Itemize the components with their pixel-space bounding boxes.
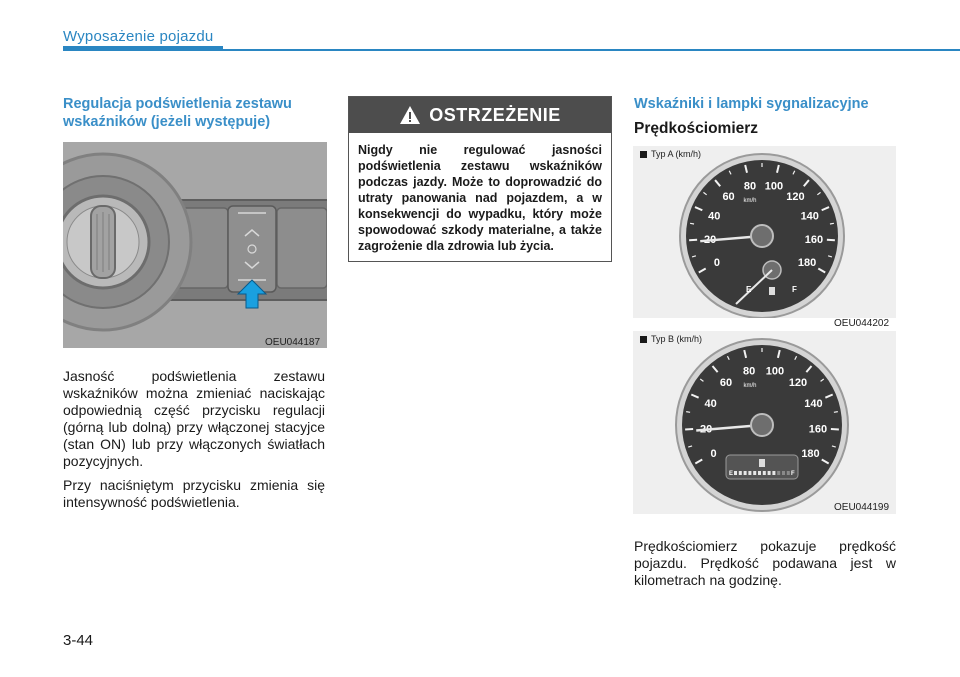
- warning-header: [349, 97, 611, 133]
- warning-text: Nigdy nie regulować jasności podświetlenia zestawu wskaźników podczas jazdy. Może to doprowadzić do utraty panowania nad pojazdem, a w konsekwencji do wypadku, który może spowodować szkody materialne, a także zagrożenie dla zdrowia lub życia.: [358, 143, 602, 253]
- needle-hub: [751, 414, 773, 436]
- fuel-bar-segment: [748, 471, 751, 475]
- illumination-control-photo: [63, 142, 327, 348]
- speed-tick-label: 180: [797, 257, 817, 269]
- warning-triangle-icon: [399, 105, 421, 125]
- warning-box: [348, 96, 612, 262]
- fuel-bar-segment: [734, 471, 737, 475]
- illumination-paragraph-1: Jasność podświetlenia zestawu wskaźników można zmieniać naciskając odpowiednią część przycisku regulacji (górną lub dolną) przy włączonej stacyjce (stan ON) lub przy włączonych światłach pozycyjnych.: [63, 368, 325, 469]
- fuel-pump-icon: [759, 459, 765, 467]
- page-number: 3-44: [63, 632, 94, 649]
- speed-tick-label: 80: [743, 180, 757, 193]
- fuel-empty-label: E: [729, 471, 734, 477]
- minor-tick: [830, 223, 834, 224]
- type-a-label-text: Typ A (km/h): [651, 149, 702, 159]
- warning-heading: OSTRZEŻENIE: [429, 104, 561, 125]
- speed-tick-label: 120: [786, 191, 805, 204]
- minor-tick: [690, 223, 694, 224]
- section-title-gauges: Wskaźniki i lampki sygnalizacyjne: [634, 96, 869, 112]
- speed-tick-label: 0: [710, 448, 717, 460]
- square-bullet-icon: [640, 151, 647, 158]
- section-title-line-1: Regulacja podświetlenia zestawu: [63, 96, 292, 112]
- dashboard-illustration: [63, 142, 327, 348]
- image-code-gauge-a: OEU044202: [834, 318, 890, 329]
- image-code-left: OEU044187: [265, 337, 321, 348]
- speed-tick-label: 160: [808, 423, 828, 436]
- illumination-paragraph-2: Przy naciśniętym przycisku zmienia się intensywność podświetlenia.: [63, 477, 325, 510]
- speedometer-type-a: [633, 146, 896, 318]
- speed-tick-label: 140: [804, 397, 823, 410]
- fuel-empty-label: E: [746, 285, 752, 294]
- fuel-bar-segment: [777, 471, 780, 475]
- speed-tick-label: 140: [800, 210, 819, 223]
- minor-tick: [834, 412, 838, 413]
- unit-label: km/h: [743, 198, 757, 204]
- speed-tick-label: 60: [719, 377, 733, 390]
- speed-tick-label: 120: [788, 377, 808, 390]
- fuel-bar-segment: [763, 471, 766, 475]
- type-a-label: [640, 149, 701, 159]
- gauge-panel-type-a: [633, 146, 896, 318]
- speedometer-paragraph: Prędkościomierz pokazuje prędkość pojazdu. Prędkość podawana jest w kilometrach na godzinę.: [634, 538, 896, 588]
- image-code-gauge-b: OEU044199: [834, 502, 890, 513]
- section-title-line-2: wskaźników (jeżeli występuje): [63, 114, 271, 130]
- fuel-bar-segment: [782, 471, 785, 475]
- fuel-bar-segment: [772, 471, 775, 475]
- illumination-body: [63, 368, 325, 518]
- fuel-bar-segment: [768, 471, 771, 475]
- fuel-pump-icon: [769, 287, 775, 295]
- square-bullet-icon: [640, 336, 647, 343]
- speed-tick-label: 100: [764, 180, 784, 193]
- header-rule-accent: [63, 46, 223, 51]
- speed-tick-label: 180: [801, 448, 820, 460]
- speed-tick-label: 60: [722, 191, 735, 204]
- fuel-bar-segment: [787, 471, 790, 475]
- speedometer-type-b: [633, 331, 896, 514]
- type-b-label-text: Typ B (km/h): [651, 334, 703, 344]
- speed-tick-label: 40: [708, 210, 721, 223]
- speedometer-body: [634, 538, 896, 596]
- unit-label: km/h: [743, 383, 757, 389]
- fuel-bar-segment: [758, 471, 761, 475]
- speed-tick-label: 40: [704, 397, 717, 410]
- fuel-bar-segment: [744, 471, 747, 475]
- gauge-panel-type-b: [633, 331, 896, 514]
- chapter-title: Wyposażenie pojazdu: [63, 28, 214, 45]
- speed-tick-label: 160: [804, 234, 824, 247]
- fuel-full-label: F: [792, 285, 797, 294]
- fuel-full-label: F: [791, 471, 795, 477]
- needle-hub: [751, 225, 773, 247]
- section-title-illumination: [63, 95, 333, 131]
- speedometer-title: Prędkościomierz: [634, 120, 759, 137]
- fuel-bar-segment: [753, 471, 756, 475]
- fuel-bar-segment: [739, 471, 742, 475]
- speed-tick-label: 80: [742, 365, 756, 378]
- type-b-label: [640, 334, 702, 344]
- minor-tick: [686, 412, 690, 413]
- speed-tick-label: 100: [765, 365, 785, 378]
- speed-tick-label: 0: [713, 257, 721, 269]
